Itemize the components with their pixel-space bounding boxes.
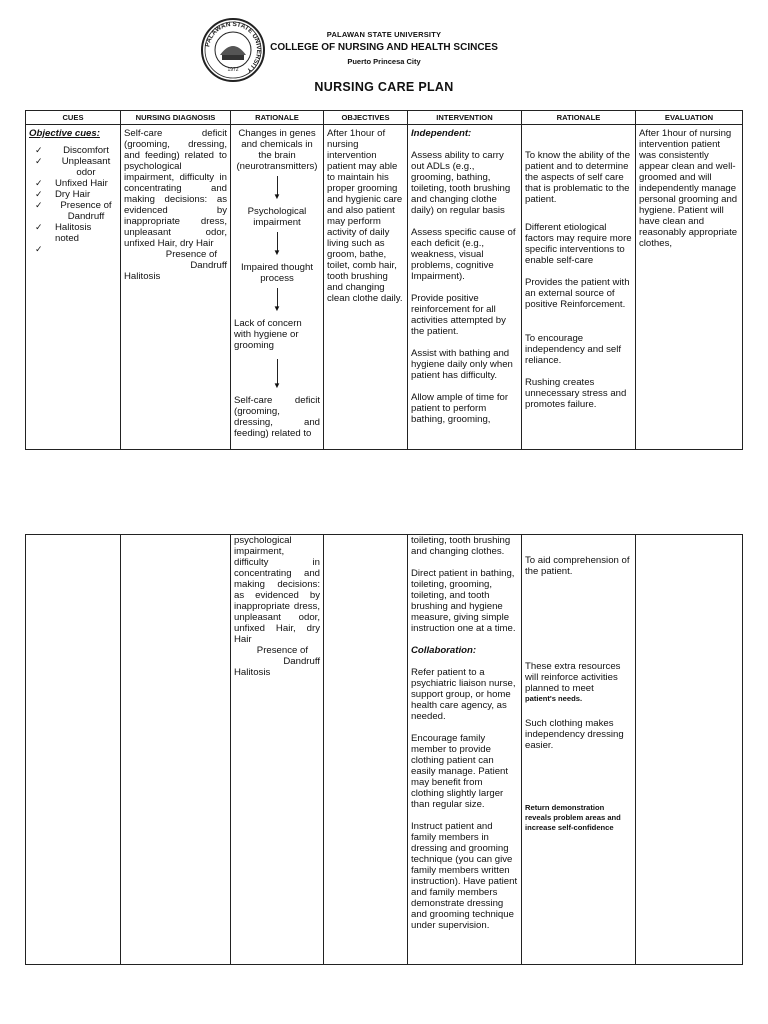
intervention-item: Instruct patient and family members in dressing and grooming technique (you can give family members written instruction). Have patient and family members demonstrate dressing and grooming technique under supervision.	[411, 821, 518, 931]
rationale-item: Different etiological factors may require more specific interventions to enable self-care	[525, 222, 632, 266]
diagnosis-continued-text: psychological impairment, difficulty in concentrating and making decisions: as evidenced by inappropriate dress, unpleasant odor, unfixed Hair, dry Hair	[234, 535, 320, 645]
arrow-down-icon: ▼	[234, 288, 320, 312]
column-header-evaluation: EVALUATION	[636, 111, 743, 125]
cue-item: ✓ Unfixed Hair	[29, 178, 117, 189]
table-row	[26, 125, 743, 450]
cues-heading: Objective cues:	[29, 128, 100, 139]
rationale-cell	[522, 125, 636, 450]
evaluation-cell	[636, 535, 743, 965]
care-plan-table-page-1	[25, 110, 743, 450]
column-header-rationale-2: RATIONALE	[522, 111, 636, 125]
rationale-item: To encourage independency and self reliance.	[525, 333, 622, 366]
svg-text:PALAWAN STATE UNIVERSITY: PALAWAN STATE UNIVERSITY	[204, 20, 263, 74]
cues-list	[29, 145, 117, 244]
column-header-cues: CUES	[26, 111, 121, 125]
column-header-intervention: INTERVENTION	[408, 111, 522, 125]
intervention-cell	[408, 535, 522, 965]
intervention-cell	[408, 125, 522, 450]
evaluation-cell	[636, 125, 743, 450]
intervention-item: Provide positive reinforcement for all activities attempted by the patient.	[411, 293, 506, 337]
flow-step: Changes in genes and chemicals in the brain (neurotransmitters)	[236, 128, 318, 172]
rationale-item: Provides the patient with an external source of positive Reinforcement.	[525, 277, 630, 310]
intervention-item: Allow ample of time for patient to perform bathing, grooming,	[411, 392, 509, 425]
diagnosis-extra: Presence of	[256, 645, 308, 656]
rationale-item: To know the ability of the patient and to determine the aspects of self care that is problematic to the patient.	[525, 150, 631, 205]
intervention-item: Assist with bathing and hygiene daily only when patient has difficulty.	[411, 348, 513, 381]
flow-step: Impaired thought process	[241, 262, 313, 284]
rationale-item: Such clothing makes independency dressing easier.	[525, 718, 624, 751]
rationale-cell	[522, 535, 636, 965]
rationale-flow-cell	[231, 125, 324, 450]
diagnosis-extra: Dandruff	[190, 260, 227, 271]
table-row	[26, 535, 743, 965]
objectives-cell	[324, 125, 408, 450]
diagnosis-cell	[121, 125, 231, 450]
intervention-item: Encourage family member to provide clothing patient can easily manage. Patient may benefit from clothing slightly larger than regular size.	[411, 733, 509, 810]
intervention-item: Refer patient to a psychiatric liaison nurse, support group, or home health care agency, as needed.	[411, 667, 516, 722]
cues-cell	[26, 125, 121, 450]
rationale-item: To aid comprehension of the patient.	[525, 555, 630, 577]
diagnosis-extra: Presence of	[165, 249, 217, 260]
cue-item: ✓ Unpleasant odor	[29, 156, 117, 178]
objectives-text: After 1hour of nursing intervention patient may able to maintain his proper grooming and hygienic care and also patient may perform activity of daily living such as groom, bathe, toilet, comb hair, tooth brushing and changing clean clothe daily.	[327, 128, 403, 304]
column-header-rationale: RATIONALE	[231, 111, 324, 125]
diagnosis-cell	[121, 535, 231, 965]
college-name: COLLEGE OF NURSING AND HEALTH SCINCES	[270, 42, 498, 53]
cue-item: ✓ Dry Hair	[29, 189, 117, 200]
column-header-objectives: OBJECTIVES	[324, 111, 408, 125]
diagnosis-text: Self-care deficit (grooming, dressing, and feeding) related to psychological impairment, difficulty in concentrating and making decisions: as evidenced by inappropriate dress, unpleasant odor, unfixed Hair, dry Hair	[124, 128, 227, 249]
document-title: NURSING CARE PLAN	[314, 80, 454, 94]
evaluation-text: After 1hour of nursing intervention patient was consistently appear clean and well-groomed and will independently manage personal grooming and hygiene. Patient will have clean and reasonably appropriate clothes,	[639, 128, 738, 249]
intervention-item: toileting, tooth brushing and changing clothes.	[411, 535, 511, 557]
intervention-item: Assess ability to carry out ADLs (e.g., grooming, bathing, toileting, tooth brushing and changing clothe daily) on regular basis	[411, 150, 511, 216]
diagnosis-extra: Halitosis	[124, 271, 161, 282]
university-name: PALAWAN STATE UNIVERSITY	[326, 30, 442, 39]
flow-step: Self-care deficit (grooming, dressing, and feeding) related to	[234, 395, 320, 439]
arrow-down-icon: ▼	[234, 176, 320, 200]
city-name: Puerto Princesa City	[347, 57, 421, 66]
rationale-item: These extra resources will reinforce activities planned to meet	[525, 661, 621, 694]
table-header-row	[26, 111, 743, 125]
diagnosis-extra: Dandruff	[283, 656, 320, 667]
flow-step: Lack of concern with hygiene or grooming	[234, 318, 302, 351]
diagnosis-extra: Halitosis	[234, 667, 271, 678]
arrow-down-icon: ▼	[234, 359, 320, 389]
cue-item: ✓ Presence of Dandruff	[29, 200, 117, 222]
flow-step: Psychological impairment	[247, 206, 307, 228]
arrow-down-icon: ▼	[234, 232, 320, 256]
intervention-item: Direct patient in bathing, toileting, grooming, toileting, and tooth brushing and hygiene measure, giving simple instruction one at a time.	[411, 568, 516, 634]
rationale-item: Rushing creates unnecessary stress and promotes failure.	[525, 377, 627, 410]
cue-item: ✓ Discomfort	[29, 145, 117, 156]
care-plan-table-page-2	[25, 534, 743, 965]
rationale-item: Return demonstration reveals problem areas and increase self-confidence	[525, 803, 621, 832]
intervention-item: Assess specific cause of each deficit (e.g., weakness, visual problems, cognitive Impairment).	[411, 227, 516, 282]
objectives-cell	[324, 535, 408, 965]
cues-cell	[26, 535, 121, 965]
intervention-heading: Collaboration:	[411, 645, 477, 656]
svg-text:1972: 1972	[227, 67, 239, 73]
rationale-item-tail: patient's needs.	[525, 694, 583, 703]
cue-item: ✓ Halitosis noted	[29, 222, 117, 244]
intervention-heading: Independent:	[411, 128, 472, 139]
column-header-nursing-diagnosis: NURSING DIAGNOSIS	[121, 111, 231, 125]
rationale-flow-cell	[231, 535, 324, 965]
